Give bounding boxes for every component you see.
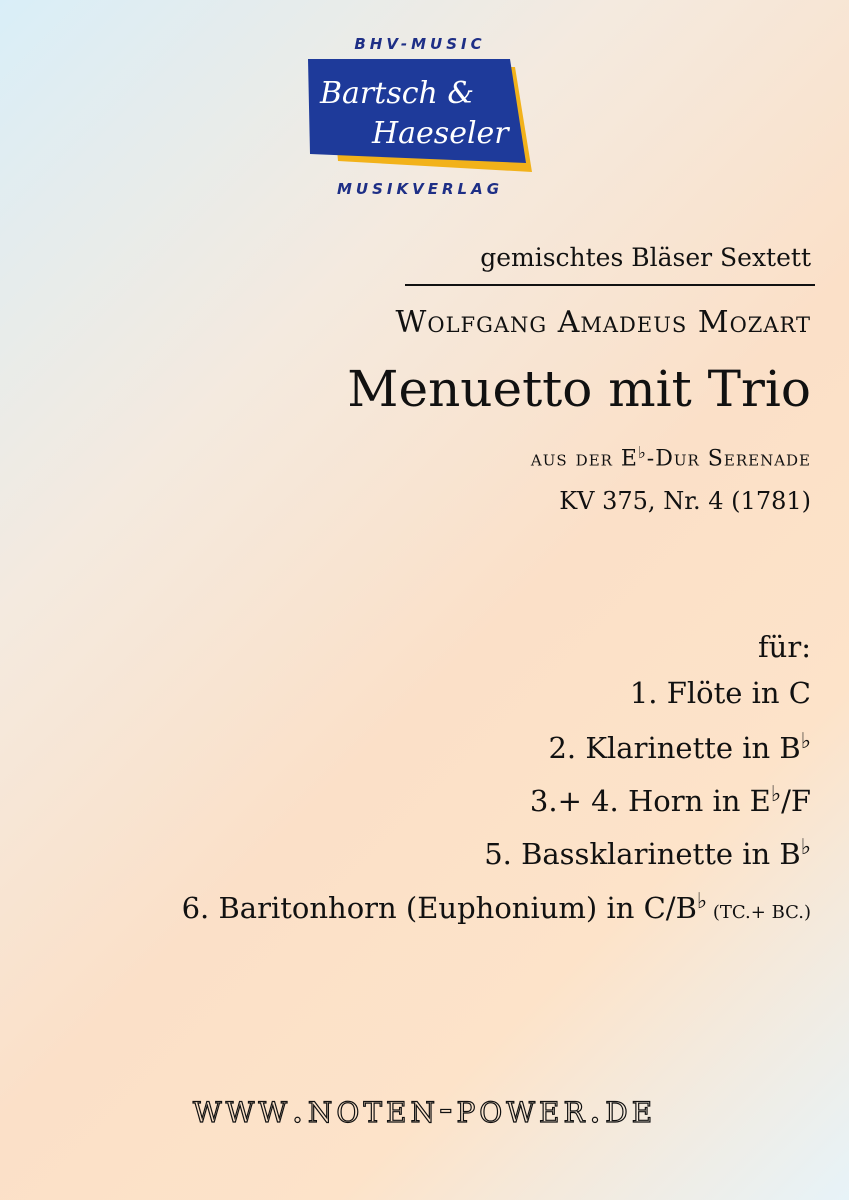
flat-sign: ♭	[638, 443, 647, 462]
instrumentation-heading: für:	[757, 630, 811, 664]
source-prefix: aus der E	[530, 446, 638, 472]
flat-sign: ♭	[770, 782, 782, 807]
clef-note: (TC.+ BC.)	[707, 901, 811, 923]
instrument-item-1: 1. Flöte in C	[629, 676, 811, 710]
subtitle-divider	[405, 284, 815, 286]
logo-bottom-text: MUSIKVERLAG	[337, 180, 503, 198]
source-suffix: -Dur Serenade	[646, 446, 811, 472]
instrument-item-5	[182, 889, 811, 925]
flat-sign: ♭	[800, 729, 811, 754]
logo-line-2: Haeseler	[372, 116, 509, 151]
instrument-label: 2. Klarinette in B	[548, 730, 801, 765]
logo-emblem	[300, 57, 540, 177]
instrument-suffix: /F	[781, 783, 811, 818]
instrument-label: 5. Bassklarinette in B	[484, 836, 801, 871]
instrument-item-4	[484, 835, 811, 871]
flat-sign: ♭	[696, 889, 708, 914]
website-url: www.noten-power.de	[192, 1086, 657, 1132]
work-source	[531, 443, 811, 471]
logo-top-text: BHV-MUSIC	[354, 35, 486, 53]
instrument-label: 6. Baritonhorn (Euphonium) in C/B	[181, 890, 697, 925]
work-title: Menuetto mit Trio	[347, 360, 811, 418]
composer-name: Wolfgang Amadeus Mozart	[395, 305, 811, 340]
flat-sign: ♭	[800, 835, 811, 860]
catalog-number: KV 375, Nr. 4 (1781)	[559, 487, 811, 515]
instrument-item-2	[548, 729, 811, 765]
instrument-item-3	[530, 782, 811, 818]
publisher-logo	[300, 35, 540, 205]
instrument-label: 3.+ 4. Horn in E	[529, 783, 771, 818]
ensemble-subtitle: gemischtes Bläser Sextett	[480, 243, 811, 272]
logo-line-1: Bartsch &	[320, 76, 475, 111]
